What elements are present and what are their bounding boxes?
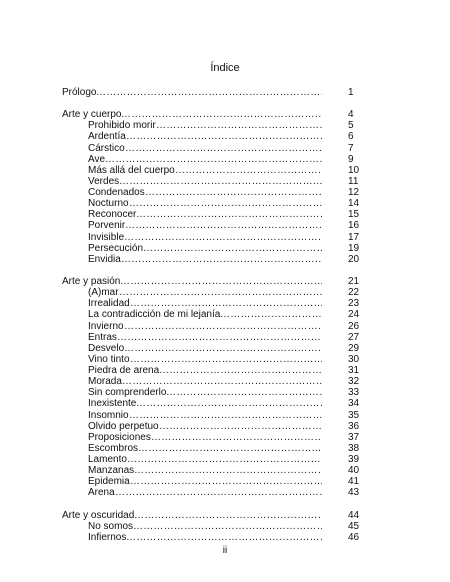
- leader-dots: [159, 365, 322, 376]
- toc-entry-title: (A)mar: [88, 287, 119, 299]
- toc-entry-page: 21: [348, 275, 360, 287]
- toc-entry[interactable]: [0, 410, 450, 421]
- toc-entry-title: Ardentía: [88, 131, 126, 143]
- toc-entry-page: 4: [348, 109, 354, 121]
- page-number: ii: [222, 545, 228, 556]
- toc-entry-page: 17: [348, 231, 360, 243]
- leader-dots: [130, 298, 322, 309]
- toc-entry-title: Lamento: [88, 454, 127, 465]
- page-title: Índice: [210, 62, 240, 74]
- toc-entry-page: 45: [348, 520, 360, 532]
- toc-entry-title: Invierno: [88, 320, 124, 332]
- toc-entry[interactable]: [0, 143, 450, 154]
- leader-dots: [119, 287, 322, 298]
- toc-entry-page: 12: [348, 187, 360, 198]
- toc-entry-page: 5: [348, 120, 354, 132]
- toc-entry[interactable]: [0, 443, 450, 454]
- leader-dots: [96, 87, 322, 98]
- leader-dots: [156, 120, 322, 131]
- toc-entry-title: Escombros: [88, 442, 139, 454]
- toc-entry-title: Manzanas: [88, 465, 135, 477]
- leader-dots: [125, 143, 322, 154]
- toc-entry-page: 30: [348, 353, 360, 365]
- leader-dots: [124, 232, 322, 243]
- toc-entry-page: 16: [348, 220, 360, 232]
- toc-entry-page: 44: [348, 509, 360, 521]
- leader-dots: [121, 109, 322, 120]
- toc-entry[interactable]: [0, 187, 450, 198]
- toc-entry[interactable]: [0, 209, 450, 220]
- toc-entry-title: Irrealidad: [88, 298, 130, 310]
- toc-entry-title: Verdes: [88, 175, 120, 187]
- toc-entry-page: 19: [348, 242, 360, 254]
- toc-entry-title: Entras: [88, 331, 117, 343]
- toc-entry-page: 27: [348, 331, 360, 343]
- toc-entry[interactable]: [0, 154, 450, 165]
- toc-entry[interactable]: [0, 510, 450, 521]
- leader-dots: [120, 276, 322, 287]
- leader-dots: [138, 443, 322, 454]
- toc-entry[interactable]: [0, 387, 450, 398]
- toc-entry-page: 7: [348, 142, 354, 154]
- toc-entry-title: Porvenir: [88, 220, 126, 232]
- toc-entry-title: Morada: [88, 376, 122, 388]
- toc-entry[interactable]: [0, 376, 450, 387]
- toc-entry-title: Inexistente: [88, 398, 137, 410]
- toc-entry[interactable]: [0, 287, 450, 298]
- toc-entry-page: 11: [348, 175, 359, 187]
- toc-entry-page: 22: [348, 287, 360, 299]
- toc-entry-page: 39: [348, 454, 360, 465]
- toc-entry[interactable]: [0, 532, 450, 543]
- toc-entry-page: 20: [348, 253, 360, 265]
- toc-entry-page: 34: [348, 398, 360, 410]
- leader-dots: [117, 332, 322, 343]
- toc-entry[interactable]: [0, 476, 450, 487]
- toc-entry-page: 23: [348, 298, 360, 310]
- toc-entry[interactable]: [0, 432, 450, 443]
- toc-entry-title: Invisible: [88, 231, 125, 243]
- toc-entry[interactable]: [0, 321, 450, 332]
- toc-entry-page: 32: [348, 376, 360, 388]
- toc-entry-page: 1: [348, 87, 354, 98]
- toc-entry[interactable]: [0, 354, 450, 365]
- toc-entry-title: Arena: [88, 487, 115, 499]
- toc-entry-page: 35: [348, 409, 360, 421]
- toc-entry-title: Más allá del cuerpo: [88, 164, 175, 176]
- toc-entry-title: Piedra de arena: [88, 365, 160, 376]
- leader-dots: [175, 165, 322, 176]
- leader-dots: [136, 398, 322, 409]
- toc-entry-page: 14: [348, 198, 360, 210]
- toc-entry[interactable]: [0, 365, 450, 376]
- toc-entry-title: Envidia: [88, 253, 121, 265]
- toc-entry[interactable]: [0, 109, 450, 120]
- leader-dots: [151, 432, 322, 443]
- leader-dots: [126, 131, 322, 142]
- toc-entry[interactable]: [0, 398, 450, 409]
- toc-entry-title: Insomnio: [88, 409, 129, 421]
- toc-entry-title: Olvido perpetuo: [88, 420, 159, 432]
- toc-entry[interactable]: [0, 343, 450, 354]
- leader-dots: [159, 421, 322, 432]
- toc-entry-page: 31: [348, 365, 360, 376]
- toc-entry-page: 15: [348, 209, 360, 221]
- toc-entry[interactable]: [0, 131, 450, 142]
- toc-entry[interactable]: [0, 232, 450, 243]
- leader-dots: [145, 187, 322, 198]
- toc-entry-title: Condenados: [88, 187, 145, 198]
- toc-entry-title: Arte y pasión: [62, 275, 121, 287]
- toc-entry-page: 37: [348, 431, 360, 443]
- toc-entry[interactable]: [0, 309, 450, 320]
- leader-dots: [143, 243, 322, 254]
- toc-entry-page: 10: [348, 164, 360, 176]
- toc-entry-title: Sin comprenderlo: [88, 387, 167, 399]
- toc-entry-page: 41: [348, 476, 360, 488]
- leader-dots: [115, 487, 322, 498]
- toc-entry[interactable]: [0, 332, 450, 343]
- toc-entry[interactable]: [0, 87, 450, 98]
- toc-entry-page: 9: [348, 153, 354, 165]
- leader-dots: [130, 354, 322, 365]
- leader-dots: [134, 465, 322, 476]
- toc-entry-page: 6: [348, 131, 354, 143]
- toc-entry-title: Persecución: [88, 242, 144, 254]
- toc-entry-title: Epidemia: [88, 476, 130, 488]
- toc-entry-title: Arte y oscuridad: [62, 509, 135, 521]
- leader-dots: [122, 376, 322, 387]
- toc-entry[interactable]: [0, 220, 450, 231]
- toc-entry-title: Desvelo: [88, 342, 125, 354]
- toc-entry-title: Vino tinto: [88, 353, 130, 365]
- toc-entry-title: La contradicción de mi lejanía: [88, 309, 221, 321]
- toc-entry[interactable]: [0, 298, 450, 309]
- leader-dots: [124, 343, 322, 354]
- toc-entry-title: Infiernos: [88, 531, 127, 543]
- leader-dots: [121, 254, 322, 265]
- toc-entry[interactable]: [0, 243, 450, 254]
- leader-dots: [220, 309, 322, 320]
- toc-entry-page: 36: [348, 420, 360, 432]
- toc-entry[interactable]: [0, 254, 450, 265]
- toc-entry[interactable]: [0, 276, 450, 287]
- leader-dots: [125, 220, 322, 231]
- toc-entry[interactable]: [0, 165, 450, 176]
- toc-entry[interactable]: [0, 465, 450, 476]
- toc-entry-title: Prohibido morir: [88, 120, 156, 132]
- toc-entry-page: 38: [348, 442, 360, 454]
- toc-entry-title: Nocturno: [88, 198, 129, 210]
- toc-entry[interactable]: [0, 198, 450, 209]
- leader-dots: [129, 410, 322, 421]
- leader-dots: [166, 387, 322, 398]
- toc-entry-page: 26: [348, 320, 360, 332]
- toc-entry-page: 24: [348, 309, 360, 321]
- leader-dots: [129, 198, 322, 209]
- leader-dots: [105, 154, 322, 165]
- leader-dots: [136, 209, 322, 220]
- leader-dots: [130, 476, 322, 487]
- leader-dots: [126, 532, 322, 543]
- toc-entry-title: Prólogo: [62, 87, 97, 98]
- toc-entry-page: 29: [348, 342, 360, 354]
- toc-entry[interactable]: [0, 454, 450, 465]
- toc-entry-page: 40: [348, 465, 360, 477]
- toc-entry-page: 43: [348, 487, 360, 499]
- leader-dots: [133, 521, 322, 532]
- toc-entry-title: Proposiciones: [88, 431, 151, 443]
- leader-dots: [127, 454, 322, 465]
- toc-entry-title: Reconocer: [88, 209, 137, 221]
- toc-entry-title: Cárstico: [88, 142, 125, 154]
- toc-entry-page: 33: [348, 387, 360, 399]
- toc-entry-title: Arte y cuerpo: [62, 109, 122, 121]
- toc-entry-title: No somos: [88, 520, 134, 532]
- toc-entry[interactable]: [0, 421, 450, 432]
- toc-entry[interactable]: [0, 176, 450, 187]
- leader-dots: [119, 176, 322, 187]
- toc-entry-page: 46: [348, 531, 360, 543]
- toc-entry[interactable]: [0, 521, 450, 532]
- toc-entry-title: Ave: [88, 153, 106, 165]
- leader-dots: [124, 321, 322, 332]
- toc-entry[interactable]: [0, 487, 450, 498]
- leader-dots: [134, 510, 322, 521]
- toc-entry[interactable]: [0, 120, 450, 131]
